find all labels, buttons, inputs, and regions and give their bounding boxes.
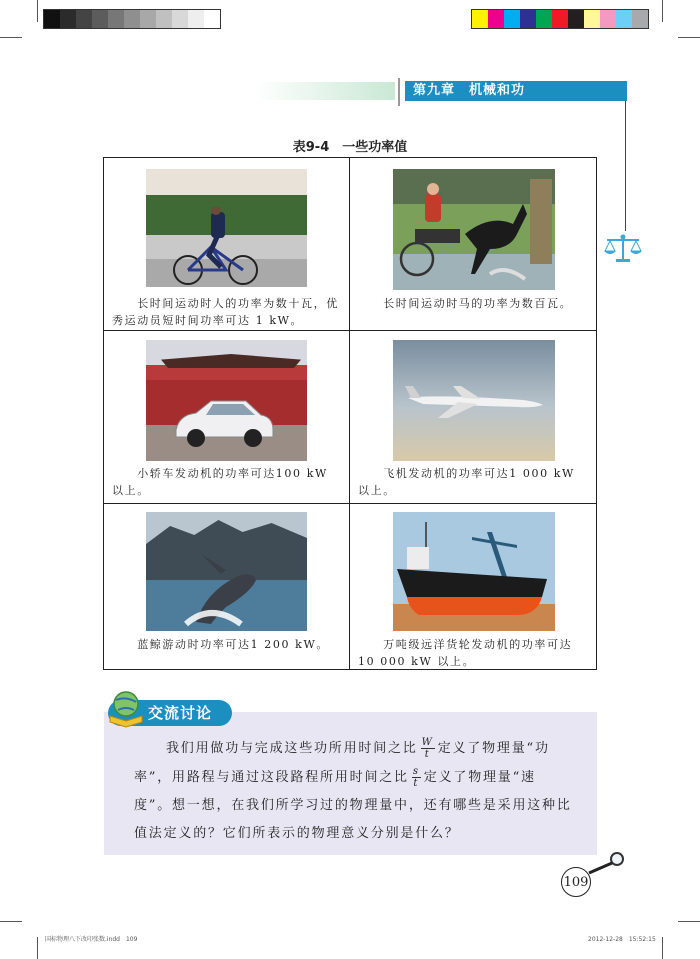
fraction-s-over-t: $\frac{s}{t}$ (412, 766, 420, 789)
discussion-label: 交流讨论 (148, 704, 213, 722)
header-separator (398, 78, 400, 106)
discussion-line-2: 率”，用路程与通过这段路程所用时间之比 $\frac{s}{t}$ 定义了物理量“速 (134, 766, 536, 789)
color-swatch (632, 10, 648, 28)
color-swatch (584, 10, 600, 28)
table-divider (103, 503, 597, 504)
color-swatch (520, 10, 536, 28)
table-divider (349, 157, 350, 670)
discussion-line-1: 我们用做功与完成这些功所用时间之比 $\frac{W}{t}$ 定义了物理量“功 (166, 737, 550, 760)
crop-mark (662, 0, 663, 22)
gray-swatch (204, 10, 220, 28)
table-title: 表9-4 一些功率值 (292, 140, 408, 155)
chapter-title: 第九章 机械和功 (405, 81, 627, 101)
header-gradient-band (255, 82, 395, 100)
gray-swatch (108, 10, 124, 28)
color-swatch (552, 10, 568, 28)
color-swatch (536, 10, 552, 28)
color-swatch (488, 10, 504, 28)
crop-mark (0, 921, 22, 922)
gray-swatch (172, 10, 188, 28)
discussion-line-4: 值法定义的？它们所表示的物理意义分别是什么？ (134, 826, 460, 841)
discussion-line-3: 度”。想一想，在我们所学习过的物理量中，还有哪些是采用这种比 (134, 798, 572, 813)
color-swatch (616, 10, 632, 28)
side-rule (625, 101, 626, 231)
magnifier-icon (583, 851, 625, 875)
color-swatch (472, 10, 488, 28)
footer-timestamp: 2012-12-28 15:52:15 (588, 936, 656, 943)
caption-airplane-power: 飞机发动机的功率可达1 000 kW 以上。 (358, 467, 575, 497)
gray-swatch (124, 10, 140, 28)
cargo-ship-photo (393, 512, 555, 631)
color-swatch (600, 10, 616, 28)
caption-ship-power: 万吨级远洋货轮发动机的功率可达 10 000 kW 以上。 (358, 638, 573, 668)
balance-scale-icon (603, 233, 643, 265)
color-swatch (504, 10, 520, 28)
cyclist-photo (146, 169, 307, 287)
gray-swatch (44, 10, 60, 28)
gray-swatch (188, 10, 204, 28)
caption-car-power: 小轿车发动机的功率可达100 kW 以上。 (112, 467, 328, 497)
crop-mark (0, 37, 22, 38)
gray-swatch (76, 10, 92, 28)
footer-file-name: 国标物理八下改印张数.indd 109 (45, 936, 138, 943)
page-number: 109 (561, 867, 591, 897)
blue-whale-photo (146, 512, 307, 631)
crop-mark (678, 37, 700, 38)
color-swatch (568, 10, 584, 28)
crop-mark (662, 937, 663, 959)
airplane-photo (393, 340, 555, 461)
crop-mark (37, 0, 38, 22)
gray-swatch (140, 10, 156, 28)
grayscale-color-bar (43, 9, 221, 29)
table-divider (103, 330, 597, 331)
caption-human-power: 长时间运动时人的功率为数十瓦，优 秀运动员短时间功率可达 1 kW。 (112, 297, 339, 327)
gray-swatch (156, 10, 172, 28)
caption-horse-power: 长时间运动时马的功率为数百瓦。 (358, 297, 573, 310)
crop-mark (37, 937, 38, 959)
globe-book-icon (106, 688, 146, 728)
caption-whale-power: 蓝鲸游动时功率可达1 200 kW。 (112, 638, 329, 651)
horse-carriage-photo (393, 169, 555, 290)
fraction-w-over-t: $\frac{W}{t}$ (421, 737, 434, 760)
crop-mark (678, 921, 700, 922)
cmyk-color-bar (471, 9, 649, 29)
gray-swatch (60, 10, 76, 28)
gray-swatch (92, 10, 108, 28)
car-photo (146, 340, 307, 461)
